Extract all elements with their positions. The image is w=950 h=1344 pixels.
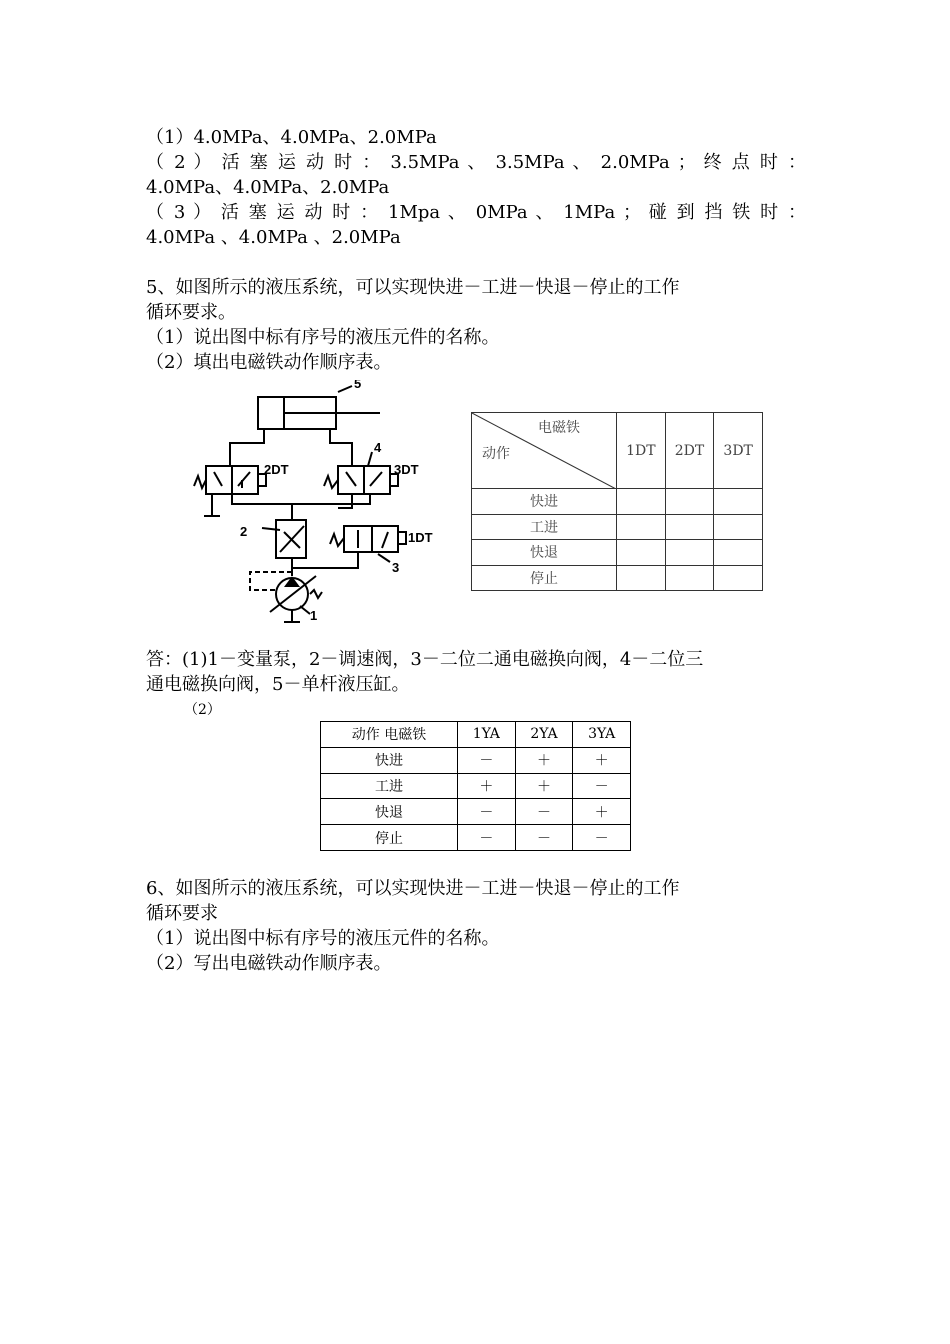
col-header: 3DT bbox=[714, 413, 763, 489]
q5-item-1: （1）说出图中标有序号的液压元件的名称。 bbox=[146, 327, 500, 348]
q5-answer-line-1: 答：(1)1－变量泵，2－调速阀，3－二位二通电磁换向阀，4－二位三 bbox=[146, 649, 704, 670]
corner-bottom-label: 动作 bbox=[482, 446, 510, 462]
cell: － bbox=[515, 825, 573, 851]
col-header: 1DT bbox=[617, 413, 666, 489]
row-label: 快退 bbox=[472, 540, 617, 566]
corner-top-label: 电磁铁 bbox=[538, 420, 580, 436]
q5-item-2: （2）填出电磁铁动作顺序表。 bbox=[146, 352, 392, 373]
answer-line-5: 4.0MPa 、4.0MPa 、2.0MPa bbox=[146, 227, 401, 248]
row-label: 快进 bbox=[321, 747, 458, 773]
table-row bbox=[321, 799, 631, 825]
label-5: 5 bbox=[354, 380, 362, 391]
answer-col-header: 3YA bbox=[573, 722, 631, 748]
cell: － bbox=[458, 747, 516, 773]
cell bbox=[665, 565, 714, 591]
solenoid-sequence-table-blank bbox=[471, 412, 763, 591]
q6-title-line-2: 循环要求 bbox=[146, 903, 218, 924]
solenoid-sequence-table-answer bbox=[320, 721, 631, 851]
valve-1dt-spring bbox=[330, 534, 344, 546]
row-label: 停止 bbox=[321, 825, 458, 851]
cell bbox=[665, 540, 714, 566]
label-2: 2 bbox=[240, 524, 248, 539]
cell bbox=[714, 540, 763, 566]
label-1: 1 bbox=[310, 608, 318, 623]
cell bbox=[617, 540, 666, 566]
table-corner-cell bbox=[472, 413, 617, 489]
hydraulic-diagram bbox=[192, 380, 454, 630]
q6-title-line-1: 6、如图所示的液压系统，可以实现快进－工进－快退－停止的工作 bbox=[146, 878, 680, 899]
cell: － bbox=[458, 825, 516, 851]
valve-2dt-box-b bbox=[232, 466, 258, 494]
q5-answer-line-2: 通电磁换向阀，5－单杆液压缸。 bbox=[146, 674, 410, 695]
col-header: 2DT bbox=[665, 413, 714, 489]
answer-header: 动作 电磁铁 bbox=[321, 722, 458, 748]
label-3dt: 3DT bbox=[394, 462, 419, 477]
cell: － bbox=[573, 773, 631, 799]
cell: － bbox=[458, 799, 516, 825]
cell: － bbox=[515, 799, 573, 825]
cell bbox=[714, 489, 763, 515]
answer-col-header: 1YA bbox=[458, 722, 516, 748]
cell: ＋ bbox=[458, 773, 516, 799]
q5-title-line-1: 5、如图所示的液压系统，可以实现快进－工进－快退－停止的工作 bbox=[146, 277, 680, 298]
cell bbox=[617, 489, 666, 515]
answer-line-3: 4.0MPa、4.0MPa、2.0MPa bbox=[146, 177, 390, 198]
answer-col-header: 2YA bbox=[515, 722, 573, 748]
line-right bbox=[330, 429, 352, 466]
q6-item-2: （2）写出电磁铁动作顺序表。 bbox=[146, 953, 392, 974]
row-label: 工进 bbox=[472, 514, 617, 540]
valve-1dt-solenoid bbox=[398, 532, 406, 544]
row-label: 快进 bbox=[472, 489, 617, 515]
table-row bbox=[321, 773, 631, 799]
row-label: 工进 bbox=[321, 773, 458, 799]
q5-answer-sub: （2） bbox=[184, 702, 221, 718]
label-2dt: 2DT bbox=[264, 462, 289, 477]
valve-3dt-box-b bbox=[364, 466, 390, 494]
cell: ＋ bbox=[515, 773, 573, 799]
label-3: 3 bbox=[392, 560, 400, 575]
row-label: 停止 bbox=[472, 565, 617, 591]
answer-line-4: （ 3 ） 活 塞 运 动 时 ： 1Mpa 、 0MPa 、 1MPa ； 碰 到 挡 铁 时 ： bbox=[146, 202, 806, 223]
cell: ＋ bbox=[515, 747, 573, 773]
row-label: 快退 bbox=[321, 799, 458, 825]
line-left bbox=[230, 429, 264, 466]
cell bbox=[617, 565, 666, 591]
table-row bbox=[321, 747, 631, 773]
q6-item-1: （1）说出图中标有序号的液压元件的名称。 bbox=[146, 928, 500, 949]
cell: ＋ bbox=[573, 799, 631, 825]
cell bbox=[665, 489, 714, 515]
cell bbox=[665, 514, 714, 540]
valve-2dt-spring bbox=[194, 476, 206, 488]
label-4: 4 bbox=[374, 440, 382, 455]
cell: ＋ bbox=[573, 747, 631, 773]
cell bbox=[714, 514, 763, 540]
answer-line-1: （1）4.0MPa、4.0MPa、2.0MPa bbox=[146, 127, 437, 148]
table-row bbox=[321, 825, 631, 851]
answer-line-2: （ 2 ） 活 塞 运 动 时 ： 3.5MPa 、 3.5MPa 、 2.0MPa ； 终 点 时 ： bbox=[146, 152, 806, 173]
cell: － bbox=[573, 825, 631, 851]
q5-title-line-2: 循环要求。 bbox=[146, 302, 236, 323]
valve-3dt-spring bbox=[324, 476, 338, 488]
cell bbox=[714, 565, 763, 591]
cell bbox=[617, 514, 666, 540]
label-1dt: 1DT bbox=[408, 530, 433, 545]
